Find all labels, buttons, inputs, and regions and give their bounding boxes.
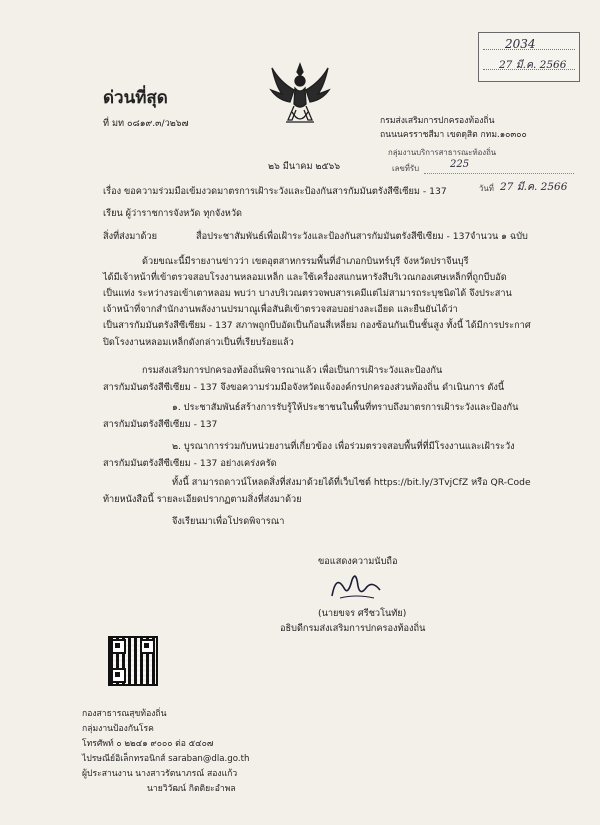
closing-request: จึงเรียนมาเพื่อโปรดพิจารณา xyxy=(172,516,285,527)
receive-stamp-number: 2034 xyxy=(505,37,536,51)
body-line: ท้ายหนังสือนี้ รายละเอียดปรากฏตามสิ่งที่ส่งมาด้วย xyxy=(103,494,302,505)
dept-stamp-date-value: 27 มี.ค. 2566 xyxy=(500,181,568,193)
list-item: สารกัมมันตรังสีซีเซียม - 137 อย่างเคร่งครัด xyxy=(103,458,277,469)
attachment-text: สื่อประชาสัมพันธ์เพื่อเฝ้าระวังและป้องกันสารกัมมันตรังสีซีเซียม - 137 xyxy=(196,231,471,242)
body-line: ด้วยขณะนี้มีรายงานข่าวว่า เขตอุตสาหกรรมพื้นที่อำเภอกบินทร์บุรี จังหวัดปราจีนบุรี xyxy=(142,256,469,267)
body-line: ได้มีเจ้าหน้าที่เข้าตรวจสอบโรงงานหลอมเหล็ก และใช้เครื่องสแกนหารังสีบริเวณกองเศษเหล็กที่ถูกบีบอัด xyxy=(103,272,507,283)
sender-address: ถนนนครราชสีมา เขตดุสิต กทม.๑๐๓๐๐ xyxy=(380,130,527,140)
qr-code-icon xyxy=(108,636,158,686)
dept-stamp-date-label: วันที่ xyxy=(479,184,494,193)
list-item: ๒. บูรณาการร่วมกับหน่วยงานที่เกี่ยวข้อง เพื่อร่วมตรวจสอบพื้นที่ที่มีโรงงานและเฝ้าระวัง xyxy=(172,441,515,452)
dept-stamp-no-label: เลขที่รับ xyxy=(392,164,420,173)
footer-line: ผู้ประสานงาน นางสาวรัตนาภรณ์ สองแก้ว xyxy=(82,769,238,779)
list-item: ๑. ประชาสัมพันธ์สร้างการรับรู้ให้ประชาชนในพื้นที่ทราบถึงมาตรการเฝ้าระวังและป้องกัน xyxy=(172,402,519,413)
attachment-label: สิ่งที่ส่งมาด้วย xyxy=(103,231,157,242)
body-line: ทั้งนี้ สามารถดาวน์โหลดสิ่งที่ส่งมาด้วยได้ที่เว็บไซต์ https://bit.ly/3TvjCfZ หรือ QR-Code xyxy=(172,477,531,488)
footer-line: กองสาธารณสุขท้องถิ่น xyxy=(82,709,167,719)
footer-line: กลุ่มงานป้องกันโรค xyxy=(82,724,154,734)
subject-line: เรื่อง ขอความร่วมมือเข้มงวดมาตรการเฝ้าระวังและป้องกันสารกัมมันตรังสีซีเซียม - 137 xyxy=(103,186,447,197)
body-line: กรมส่งเสริมการปกครองท้องถิ่นพิจารณาแล้ว เพื่อเป็นการเฝ้าระวังและป้องกัน xyxy=(142,365,443,376)
footer-line: นายวิวัฒน์ กิตติยะอำพล xyxy=(147,784,236,794)
body-line: เป็นแท่ง ระหว่างรอเข้าเตาหลอม พบว่า บางบริเวณตรวจพบสารเคมีแต่ไม่สามารถระบุชนิดได้ จึงประสาน xyxy=(103,288,512,299)
signature-icon xyxy=(326,566,386,604)
body-line: เป็นสารกัมมันตรังสีซีเซียม - 137 สภาพถูกบีบอัดเป็นก้อนสี่เหลี่ยม กองซ้อนกันเป็นชั้นสูง ทั้งนี้ ได้มีการประกาศ xyxy=(103,320,531,331)
dept-stamp-header: กลุ่มงานบริการสาธารณะท้องถิ่น xyxy=(388,148,497,157)
dept-stamp-no-line xyxy=(424,173,574,174)
sender-org: กรมส่งเสริมการปกครองท้องถิ่น xyxy=(380,116,495,126)
recipient-line: เรียน ผู้ว่าราชการจังหวัด ทุกจังหวัด xyxy=(103,208,242,219)
urgency-heading: ด่วนที่สุด xyxy=(103,88,168,108)
receive-stamp-date: 27 มี.ค. 2566 xyxy=(499,59,567,71)
signer-name: (นายขจร ศรีชวโนทัย) xyxy=(318,608,407,619)
footer-line: โทรศัพท์ ๐ ๒๒๔๑ ๙๐๐๐ ต่อ ๕๔๐๗ xyxy=(82,739,214,749)
sign-off-greeting: ขอแสดงความนับถือ xyxy=(318,556,398,567)
body-line: เจ้าหน้าที่จากสำนักงานพลังงานปรมาณูเพื่อสันติเข้าตรวจสอบอย่างละเอียด และยืนยันได้ว่า xyxy=(103,304,458,315)
body-line: ปิดโรงงานหลอมเหล็กดังกล่าวเป็นที่เรียบร้อยแล้ว xyxy=(103,337,294,348)
receive-stamp xyxy=(478,32,580,82)
list-item: สารกัมมันตรังสีซีเซียม - 137 xyxy=(103,419,218,430)
document-date: ๒๖ มีนาคม ๒๕๖๖ xyxy=(268,161,341,172)
footer-line: ไปรษณีย์อิเล็กทรอนิกส์ saraban@dla.go.th xyxy=(82,754,250,764)
attachment-count: จำนวน ๑ ฉบับ xyxy=(470,231,528,242)
dept-stamp-no-value: 225 xyxy=(450,159,470,170)
body-line: สารกัมมันตรังสีซีเซียม - 137 จึงขอความร่วมมือจังหวัดแจ้งองค์กรปกครองส่วนท้องถิ่น ดำเนินการ ดังนี้ xyxy=(103,382,505,393)
signer-title: อธิบดีกรมส่งเสริมการปกครองท้องถิ่น xyxy=(280,623,426,634)
garuda-emblem-icon xyxy=(268,60,332,132)
reference-number: ที่ มท ๐๘๑๙.๓/ว๒๖๗ xyxy=(103,118,189,129)
